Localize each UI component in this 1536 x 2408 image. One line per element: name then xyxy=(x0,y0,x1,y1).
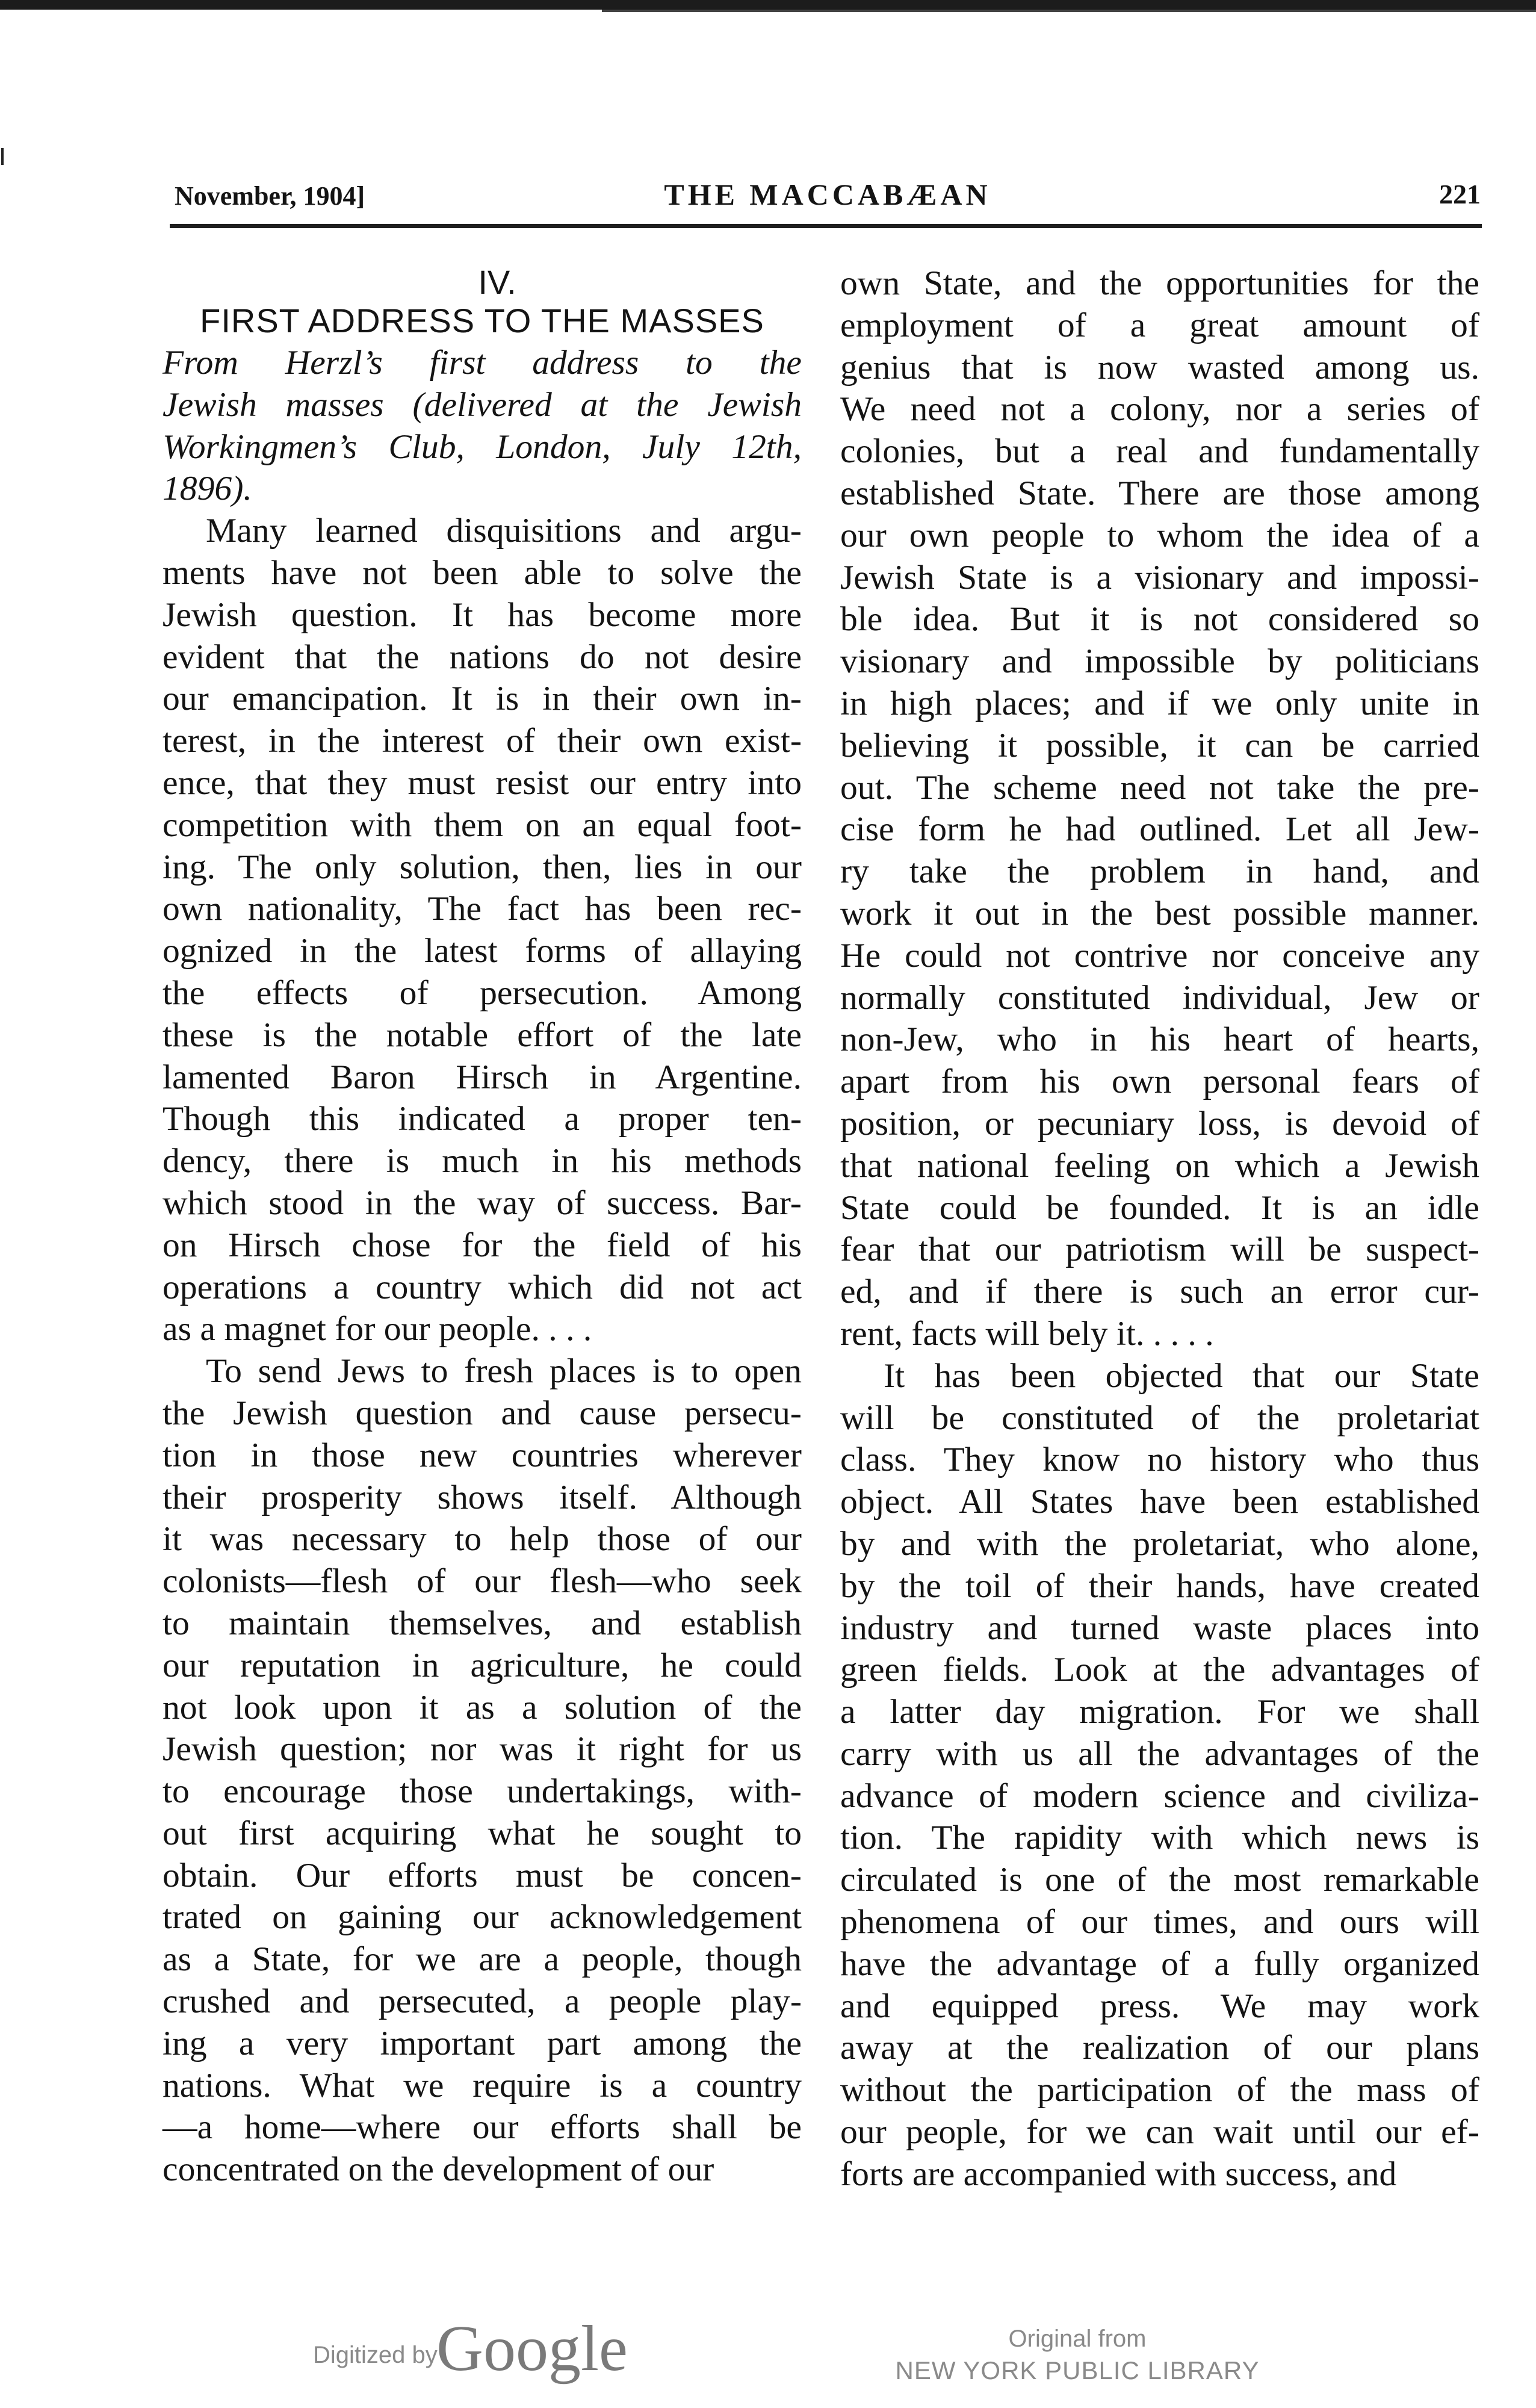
text-line: to maintain themselves, and establish xyxy=(163,1604,802,1642)
text-line: operations a country which did not act xyxy=(163,1268,802,1306)
left-column xyxy=(163,265,802,2191)
top-border-rule xyxy=(0,0,1536,10)
text-line: their prosperity shows itself. Although xyxy=(163,1478,802,1516)
text-line: by and with the proletariat, who alone, xyxy=(840,1524,1479,1563)
text-line: and equipped press. We may work xyxy=(840,1987,1479,2025)
text-line: employment of a great amount of xyxy=(840,306,1479,344)
text-line: advance of modern science and civiliza- xyxy=(840,1777,1479,1815)
text-line: our own people to whom the idea of a xyxy=(840,516,1479,554)
text-line: own State, and the opportunities for the xyxy=(840,264,1479,302)
text-line: State could be founded. It is an idle xyxy=(840,1188,1479,1227)
text-line: genius that is now wasted among us. xyxy=(840,348,1479,386)
text-line: the effects of persecution. Among xyxy=(163,973,802,1012)
text-line: non-Jew, who in his heart of hearts, xyxy=(840,1020,1479,1059)
subtitle-line: Workingmen’s Club, London, July 12th, xyxy=(163,427,802,466)
text-line: ments have not been able to solve the xyxy=(163,553,802,592)
text-line: out. The scheme need not take the pre- xyxy=(840,768,1479,807)
text-line: trated on gaining our acknowledgement xyxy=(163,1898,802,1937)
text-line: Many learned disquisitions and argu- xyxy=(206,512,802,550)
text-line: ognized in the latest forms of allaying xyxy=(163,932,802,970)
original-from-label: Original from xyxy=(1008,2326,1147,2352)
text-line: cise form he had outlined. Let all Jew- xyxy=(840,810,1479,849)
text-line: normally constituted individual, Jew or xyxy=(840,978,1479,1017)
text-line: on Hirsch chose for the field of his xyxy=(163,1226,802,1264)
section-title: FIRST ADDRESS TO THE MASSES xyxy=(200,302,764,340)
text-line: ed, and if there is such an error cur- xyxy=(840,1273,1479,1311)
text-line: rent, facts will bely it. . . . . xyxy=(840,1314,1214,1353)
text-line: crushed and persecuted, a people play- xyxy=(163,1982,802,2021)
text-line: Jewish question; nor was it right for us xyxy=(163,1730,802,1769)
text-line: phenomena of our times, and ours will xyxy=(840,1903,1479,1941)
header-page-number: 221 xyxy=(1439,179,1481,209)
text-line: work it out in the best possible manner. xyxy=(840,894,1479,932)
header-date: November, 1904] xyxy=(175,181,365,211)
text-line: not look upon it as a solution of the xyxy=(163,1688,802,1727)
text-line: evident that the nations do not desire xyxy=(163,638,802,676)
text-line: in high places; and if we only unite in xyxy=(840,684,1479,722)
text-line: green fields. Look at the advantages of xyxy=(840,1651,1479,1689)
text-line: —a home—where our efforts shall be xyxy=(163,2108,802,2147)
text-line: lamented Baron Hirsch in Argentine. xyxy=(163,1058,802,1096)
text-line: visionary and impossible by politicians xyxy=(840,642,1479,681)
text-line: the Jewish question and cause persecu- xyxy=(163,1394,802,1432)
subtitle-line: 1896). xyxy=(163,470,252,508)
text-line: tion in those new countries wherever xyxy=(163,1436,802,1474)
text-line: without the participation of the mass of xyxy=(840,2071,1479,2109)
text-line: to encourage those undertakings, with- xyxy=(163,1772,802,1811)
text-line: position, or pecuniary loss, is devoid of xyxy=(840,1104,1479,1143)
text-line: Jewish State is a visionary and impossi- xyxy=(840,558,1479,597)
section-number: IV. xyxy=(478,263,516,301)
text-line: away at the realization of our plans xyxy=(840,2029,1479,2067)
section-subtitle xyxy=(163,342,802,510)
subtitle-line: Jewish masses (delivered at the Jewish xyxy=(163,385,802,424)
header-journal-title: THE MACCABÆAN xyxy=(664,178,991,211)
right-column xyxy=(840,262,1479,2195)
text-line: dency, there is much in his methods xyxy=(163,1142,802,1181)
text-line: it was necessary to help those of our xyxy=(163,1520,802,1559)
text-line: colonies, but a real and fundamentally xyxy=(840,432,1479,471)
text-line: Jewish question. It has become more xyxy=(163,595,802,634)
digitized-label: Digitized by xyxy=(313,2342,438,2368)
text-line: class. They know no history who thus xyxy=(840,1441,1479,1479)
text-line: a latter day migration. For we shall xyxy=(840,1693,1479,1731)
text-line: apart from his own personal fears of xyxy=(840,1063,1479,1101)
text-line: will be constituted of the proletariat xyxy=(840,1398,1479,1437)
text-line: object. All States have been established xyxy=(840,1483,1479,1521)
text-line: ry take the problem in hand, and xyxy=(840,852,1479,891)
text-line: ing a very important part among the xyxy=(163,2024,802,2062)
text-line: Though this indicated a proper ten- xyxy=(163,1100,802,1138)
text-line: tion. The rapidity with which news is xyxy=(840,1819,1479,1857)
text-line: We need not a colony, nor a series of xyxy=(840,390,1479,429)
text-line: by the toil of their hands, have created xyxy=(840,1566,1479,1605)
text-line: He could not contrive nor conceive any xyxy=(840,936,1479,975)
text-line: circulated is one of the most remarkable xyxy=(840,1861,1479,1899)
text-line: obtain. Our efforts must be concen- xyxy=(163,1856,802,1894)
text-line: as a State, for we are a people, though xyxy=(163,1940,802,1979)
text-line: these is the notable effort of the late xyxy=(163,1016,802,1054)
text-line: terest, in the interest of their own exist- xyxy=(163,722,802,760)
text-line: To send Jews to fresh places is to open xyxy=(206,1352,802,1391)
text-line: nations. What we require is a country xyxy=(163,2066,802,2105)
text-line: own nationality, The fact has been rec- xyxy=(163,890,802,928)
text-line: ence, that they must resist our entry into xyxy=(163,763,802,802)
text-line: out first acquiring what he sought to xyxy=(163,1814,802,1852)
text-line: believing it possible, it can be carried xyxy=(840,726,1479,765)
top-border-rule-thin xyxy=(602,10,1536,12)
text-line: which stood in the way of success. Bar- xyxy=(163,1184,802,1222)
text-line: carry with us all the advantages of the xyxy=(840,1734,1479,1773)
text-line: that national feeling on which a Jewish xyxy=(840,1146,1479,1185)
running-header xyxy=(175,175,1481,223)
text-line: our reputation in agriculture, he could xyxy=(163,1646,802,1684)
subtitle-line: From Herzl’s first address to the xyxy=(163,344,802,382)
text-line: ing. The only solution, then, lies in our xyxy=(163,848,802,886)
text-line: concentrated on the development of our xyxy=(163,2150,714,2189)
text-line: industry and turned waste places into xyxy=(840,1609,1479,1647)
header-rule xyxy=(170,224,1482,228)
text-line: as a magnet for our people. . . . xyxy=(163,1310,592,1348)
text-line: competition with them on an equal foot- xyxy=(163,805,802,844)
text-line: fear that our patriotism will be suspect- xyxy=(840,1230,1479,1269)
margin-mark xyxy=(1,148,4,165)
text-line: colonists—flesh of our flesh—who seek xyxy=(163,1562,802,1601)
text-line: forts are accompanied with success, and xyxy=(840,2155,1397,2193)
text-line: ble idea. But it is not considered so xyxy=(840,600,1479,639)
library-name: NEW YORK PUBLIC LIBRARY xyxy=(895,2356,1260,2385)
right-column-body xyxy=(840,262,1479,2195)
text-line: established State. There are those among xyxy=(840,474,1479,512)
text-line: have the advantage of a fully organized xyxy=(840,1944,1479,1983)
google-logo: Google xyxy=(436,2313,628,2385)
left-column-body xyxy=(163,510,802,2191)
text-line: our emancipation. It is in their own in- xyxy=(163,680,802,718)
text-line: It has been objected that our State xyxy=(884,1356,1479,1395)
text-line: our people, for we can wait until our ef- xyxy=(840,2113,1479,2152)
original-source xyxy=(891,2324,1264,2388)
